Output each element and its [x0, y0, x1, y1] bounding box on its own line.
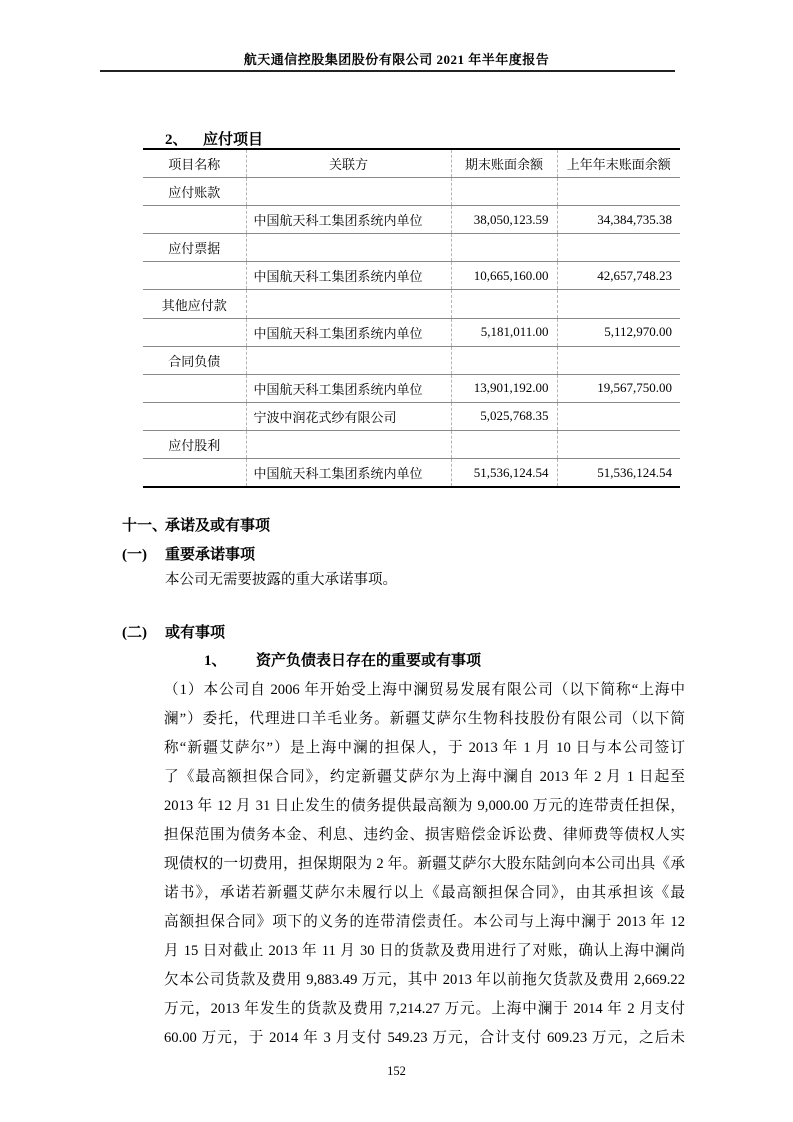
cell-related-party	[246, 290, 451, 318]
cell-ending-balance: 13,901,192.00	[451, 374, 557, 402]
column-header-related-party: 关联方	[246, 149, 451, 178]
balance-sheet-contingency-heading	[204, 649, 481, 670]
cell-item-name: 应付股利	[143, 430, 246, 458]
contingencies-title: 或有事项	[165, 625, 226, 641]
cell-item-name	[143, 262, 246, 290]
column-header-prior-year-balance: 上年年末账面余额	[557, 149, 680, 178]
paragraph-line: 澜”）委托，代理进口羊毛业务。新疆艾萨尔生物科技股份有限公司（以下简	[164, 711, 685, 727]
commitments-section-heading	[122, 514, 270, 535]
paragraph-line: 2013 年 12 月 31 日止发生的债务提供最高额为 9,000.00 万元的连带责任担保，	[164, 798, 685, 814]
payables-table	[143, 148, 680, 488]
cell-related-party: 宁波中润花式纱有限公司	[246, 402, 451, 430]
paragraph-line: 60.00 万元，于 2014 年 3 月支付 549.23 万元，合计支付 609.23 万元，之后未	[164, 1030, 685, 1046]
cell-related-party	[246, 430, 451, 458]
cell-item-name: 其他应付款	[143, 290, 246, 318]
cell-item-name	[143, 402, 246, 430]
important-commitments-heading	[122, 543, 255, 564]
paragraph-line: 万元，2013 年发生的货款及费用 7,214.27 万元。上海中澜于 2014 年 2 月支付	[164, 1001, 685, 1017]
cell-prior-year-balance	[557, 430, 680, 458]
balance-sheet-contingency-number: 1、	[204, 653, 227, 669]
column-header-item-name: 项目名称	[143, 149, 246, 178]
commitments-heading-title: 承诺及或有事项	[165, 518, 271, 534]
cell-ending-balance: 5,181,011.00	[451, 318, 557, 346]
cell-prior-year-balance: 5,112,970.00	[557, 318, 680, 346]
cell-item-name	[143, 206, 246, 234]
cell-related-party: 中国航天科工集团系统内单位	[246, 206, 451, 234]
cell-prior-year-balance: 42,657,748.23	[557, 262, 680, 290]
payables-heading-number: 2、	[165, 132, 188, 148]
payables-table-row	[143, 290, 680, 318]
payables-table-row	[143, 459, 680, 488]
cell-related-party	[246, 178, 451, 206]
payables-table-row	[143, 262, 680, 290]
cell-related-party: 中国航天科工集团系统内单位	[246, 374, 451, 402]
contingencies-number: (二)	[122, 625, 147, 641]
cell-prior-year-balance: 34,384,735.38	[557, 206, 680, 234]
cell-prior-year-balance	[557, 346, 680, 374]
cell-ending-balance: 5,025,768.35	[451, 402, 557, 430]
cell-related-party: 中国航天科工集团系统内单位	[246, 459, 451, 488]
cell-ending-balance	[451, 430, 557, 458]
paragraph-line: 月 15 日对截止 2013 年 11 月 30 日的货款及费用进行了对账，确认上海中澜尚	[164, 943, 685, 959]
paragraph-line: 欠本公司货款及费用 9,883.49 万元，其中 2013 年以前拖欠货款及费用 2,669.22	[164, 972, 685, 988]
cell-ending-balance	[451, 178, 557, 206]
payables-section-heading	[165, 128, 263, 149]
cell-prior-year-balance	[557, 178, 680, 206]
paragraph-line: 诺书》，承诺若新疆艾萨尔未履行以上《最高额担保合同》，由其承担该《最	[164, 885, 685, 901]
payables-table-row	[143, 430, 680, 458]
cell-ending-balance: 10,665,160.00	[451, 262, 557, 290]
payables-table-row	[143, 346, 680, 374]
important-commitments-body: 本公司无需要披露的重大承诺事项。	[165, 572, 397, 588]
paragraph-line: 担保范围为债务本金、利息、违约金、损害赔偿金诉讼费、律师费等债权人实	[164, 827, 685, 843]
cell-related-party	[246, 346, 451, 374]
balance-sheet-contingency-title: 资产负债表日存在的重要或有事项	[256, 653, 482, 669]
cell-prior-year-balance: 19,567,750.00	[557, 374, 680, 402]
page-number: 152	[387, 1064, 406, 1078]
cell-ending-balance: 38,050,123.59	[451, 206, 557, 234]
paragraph-line: 现债权的一切费用，担保期限为 2 年。新疆艾萨尔大股东陆剑向本公司出具《承	[164, 856, 685, 872]
cell-ending-balance: 51,536,124.54	[451, 459, 557, 488]
payables-heading-title: 应付项目	[203, 132, 264, 148]
cell-ending-balance	[451, 346, 557, 374]
cell-ending-balance	[451, 234, 557, 262]
column-header-ending-balance: 期末账面余额	[451, 149, 557, 178]
payables-table-row	[143, 178, 680, 206]
paragraph-line: （1）本公司自 2006 年开始受上海中澜贸易发展有限公司（以下简称“上海中	[164, 682, 685, 698]
important-commitments-title: 重要承诺事项	[165, 547, 256, 563]
contingency-paragraph	[164, 676, 685, 1053]
cell-ending-balance	[451, 290, 557, 318]
cell-prior-year-balance	[557, 290, 680, 318]
cell-item-name	[143, 374, 246, 402]
commitments-heading-number: 十一、	[122, 518, 168, 534]
payables-table-header-row	[143, 149, 680, 178]
payables-table-row	[143, 234, 680, 262]
cell-related-party: 中国航天科工集团系统内单位	[246, 318, 451, 346]
payables-table-row	[143, 402, 680, 430]
paragraph-line: 高额担保合同》项下的义务的连带清偿责任。本公司与上海中澜于 2013 年 12	[164, 914, 685, 930]
cell-related-party	[246, 234, 451, 262]
cell-item-name: 合同负债	[143, 346, 246, 374]
header-rule	[100, 70, 675, 72]
cell-item-name: 应付账款	[143, 178, 246, 206]
payables-table-row	[143, 206, 680, 234]
cell-prior-year-balance	[557, 402, 680, 430]
cell-item-name	[143, 459, 246, 488]
cell-item-name	[143, 318, 246, 346]
cell-prior-year-balance: 51,536,124.54	[557, 459, 680, 488]
cell-prior-year-balance	[557, 234, 680, 262]
payables-table-row	[143, 374, 680, 402]
cell-related-party: 中国航天科工集团系统内单位	[246, 262, 451, 290]
important-commitments-number: (一)	[122, 547, 147, 563]
contingencies-heading	[122, 621, 225, 642]
payables-table-row	[143, 318, 680, 346]
paragraph-line: 称“新疆艾萨尔”）是上海中澜的担保人，于 2013 年 1 月 10 日与本公司签订	[164, 740, 685, 756]
cell-item-name: 应付票据	[143, 234, 246, 262]
paragraph-line: 了《最高额担保合同》，约定新疆艾萨尔为上海中澜自 2013 年 2 月 1 日起至	[164, 769, 685, 785]
running-header-title: 航天通信控股集团股份有限公司 2021 年半年度报告	[243, 52, 550, 67]
